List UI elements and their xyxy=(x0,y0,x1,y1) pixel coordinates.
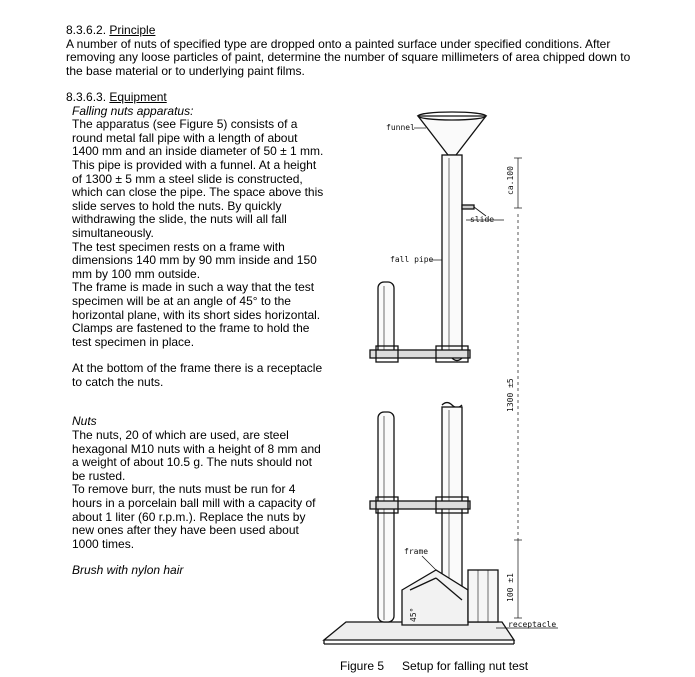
nuts-paragraph-1: The nuts, 20 of which are used, are steel hexagonal M10 nuts with a height of 8 mm and a weight of about 10.5 g. The nuts should not be rusted. xyxy=(72,428,321,483)
label-receptacle: receptacle xyxy=(508,620,557,629)
caption-number: Figure 5 xyxy=(340,659,385,673)
support-rod-lower xyxy=(378,412,394,622)
principle-section xyxy=(66,24,636,78)
principle-text: A number of nuts of specified type are dropped onto a painted surface under specified conditions. After removing any loose particles of paint, determine the number of square millimeters of area chipped down to the base material or to underlying paint films. xyxy=(66,36,631,78)
label-angle: 45° xyxy=(409,607,418,622)
funnel-shape xyxy=(418,116,486,155)
label-dim-mid: 1300 ±5 xyxy=(506,378,515,412)
label-slide: slide xyxy=(470,215,495,224)
principle-number: 8.3.6.2. xyxy=(66,23,107,37)
apparatus-title: Falling nuts apparatus: xyxy=(72,103,194,118)
label-funnel: funnel xyxy=(386,123,415,132)
label-dim-bottom: 100 ±1 xyxy=(506,573,515,602)
principle-heading: Principle xyxy=(109,23,156,37)
equipment-number: 8.3.6.3. xyxy=(66,90,107,104)
apparatus-paragraph-1: The apparatus (see Figure 5) consists of a round metal fall pipe with a length of about 1400 mm and an inside diameter of 50 ± 1 mm. This pipe is provided with a funnel. At a height of 1300 ± 5 mm a steel slide is constructed, which can close the pipe. The space above this slide serves to hold the nuts. By quickly withdrawing the slide, the nuts will all fall simultaneously. xyxy=(72,117,324,240)
equipment-section xyxy=(66,91,326,578)
label-dim-top: ca.100 xyxy=(506,166,515,195)
support-rod-upper xyxy=(378,282,394,356)
fall-pipe-upper xyxy=(442,155,462,355)
label-fall-pipe: fall pipe xyxy=(390,255,434,264)
slide-plate xyxy=(462,205,474,209)
label-frame: frame xyxy=(404,547,429,556)
brush-line: Brush with nylon hair xyxy=(72,563,184,578)
clamp-lower xyxy=(370,501,470,509)
figure-caption xyxy=(340,660,546,674)
nuts-paragraph-2: To remove burr, the nuts must be run for 4 hours in a porcelain ball mill with a capacity of about 1 liter (60 r.p.m.). Replace the nuts by new ones after they have been used about 1000 times. xyxy=(72,482,316,551)
apparatus-paragraph-4: At the bottom of the frame there is a receptacle to catch the nuts. xyxy=(72,361,323,389)
clamp-upper xyxy=(370,350,470,358)
apparatus-paragraph-3: The frame is made in such a way that the test specimen will be at an angle of 45° to the horizontal plane, with its short sides horizontal. Clamps are fastened to the frame to hold the test specimen in place. xyxy=(72,280,321,349)
equipment-heading: Equipment xyxy=(109,90,167,104)
nuts-title: Nuts xyxy=(72,414,97,429)
falling-nut-apparatus-figure xyxy=(318,100,695,645)
apparatus-paragraph-2: The test specimen rests on a frame with dimensions 140 mm by 90 mm inside and 150 mm by 100 mm outside. xyxy=(72,239,317,281)
caption-text: Setup for falling nut test xyxy=(402,659,529,673)
